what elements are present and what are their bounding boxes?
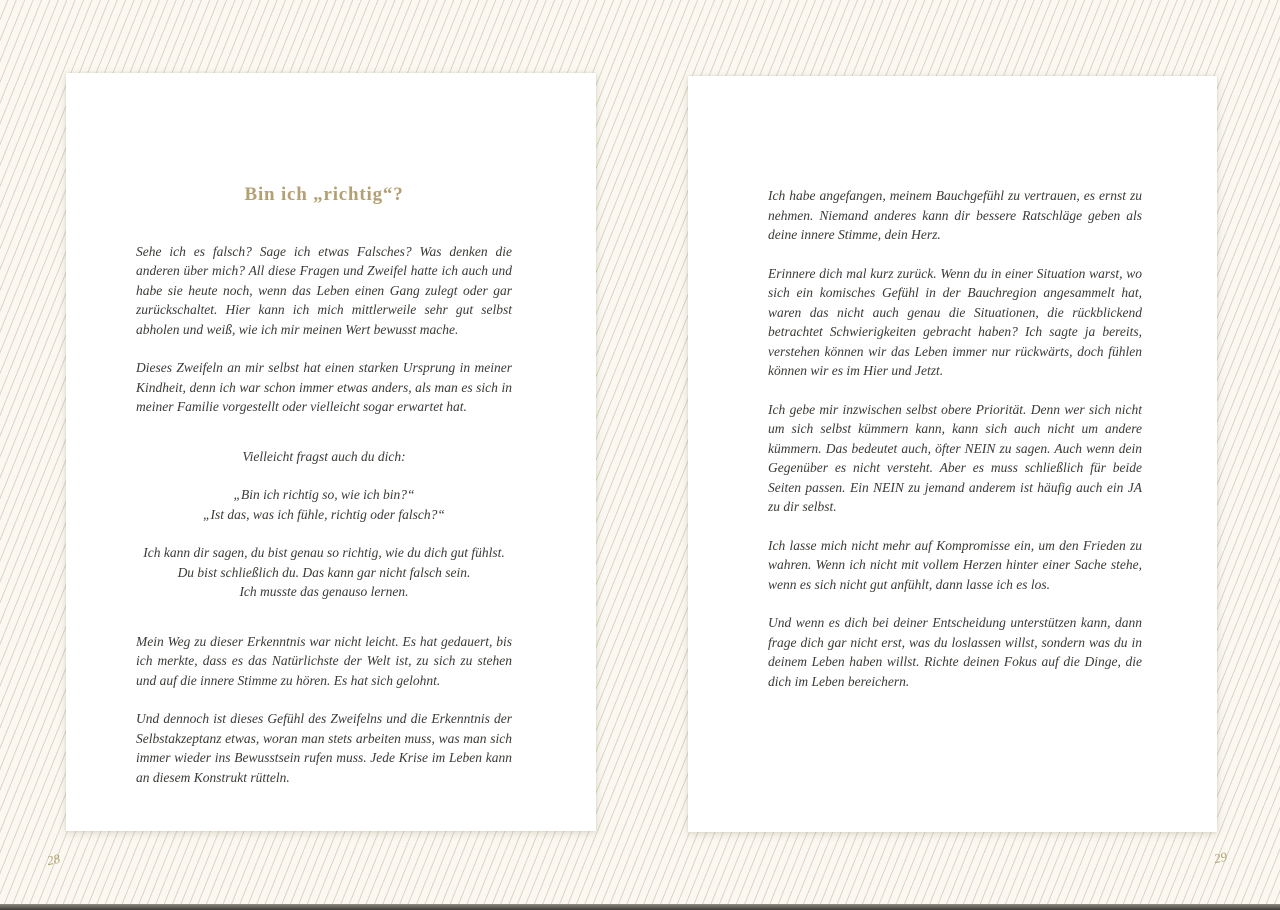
centered-intro-line: Vielleicht fragst auch du dich: [242,448,406,464]
right-paragraph-1: Ich habe angefangen, meinem Bauchgefühl zu vertrauen, es ernst zu nehmen. Niemand anderes kann dir bessere Ratschläge geben als deine innere Stimme, dein Herz. [768,188,1142,242]
left-paragraph-2: Dieses Zweifeln an mir selbst hat einen starken Ursprung in meiner Kindheit, denn ich war schon immer etwas anders, als man es sich in meiner Familie vorgestellt oder vielleicht sogar erwartet hat. [136,360,512,414]
right-paragraph-5: Und wenn es dich bei deiner Entscheidung unterstützen kann, dann frage dich gar nicht erst, was du loslassen willst, sondern was du in deinem Leben haben willst. Richte deinen Fokus auf die Dinge, die dich im Leben bereichern. [768,615,1142,689]
chapter-title: Bin ich „richtig“? [244,184,404,205]
left-paragraph-1: Sehe ich es falsch? Sage ich etwas Falsches? Was denken die anderen über mich? All diese Fragen und Zweifel hatte ich auch und habe sie heute noch, wenn das Leben einen Gang zulegt oder gar zurückschaltet. Hier kann ich mich mittlerweile sehr gut selbst abholen und weiß, wie ich mir meinen Wert bewusst mache. [136,243,512,337]
answer-line-2: Du bist schließlich du. Das kann gar nicht falsch sein. [177,564,471,580]
right-paragraph-4: Ich lasse mich nicht mehr auf Kompromisse ein, um den Frieden zu wahren. Wenn ich nicht mit vollem Herzen hinter einer Sache stehe, wenn es sich nicht gut anfühlt, dann lasse ich es los. [768,537,1142,592]
left-page-text-block [136,185,512,787]
book-page-right [688,76,1217,832]
book-page-left [66,73,596,831]
quote-line-1: „Bin ich richtig so, wie ich bin?“ [233,487,415,502]
right-paragraph-2: Erinnere dich mal kurz zurück. Wenn du in einer Situation warst, wo sich ein komisches Gefühl in der Bauchregion angesammelt hat, waren das nicht auch genau die Situationen, die rückblickend betrachtet Schwierigkeiten gebracht haben? Ich sagte ja bereits, verstehen können wir das Leben immer nur rückwärts, doch fühlen können wir es im Hier und Jetzt. [768,265,1142,378]
left-paragraph-4: Und dennoch ist dieses Gefühl des Zweifelns und die Erkenntnis der Selbstakzeptanz etwas, woran man stets arbeiten muss, was man sich immer wieder ins Bewusstsein rufen muss. Jede Krise im Leben kann an diesem Konstrukt rütteln. [136,711,512,785]
page-number-left: 28 [45,850,62,869]
right-page-text-block [768,186,1142,691]
right-paragraph-3: Ich gebe mir inzwischen selbst obere Priorität. Denn wer sich nicht um sich selbst kümmern kann, kann sich auch nicht um andere kümmern. Das bedeutet auch, öfter NEIN zu sagen. Auch wenn dein Gegenüber es nicht versteht. Aber es muss schließlich für beide Seiten passen. Ein NEIN zu jemand anderem ist häufig auch ein JA zu dir selbst. [768,401,1142,514]
quote-line-2: „Ist das, was ich fühle, richtig oder falsch?“ [203,506,445,522]
answer-line-3: Ich musste das genauso lernen. [239,584,409,599]
photo-bottom-edge [0,904,1280,910]
page-number-right: 29 [1212,848,1229,867]
answer-line-1: Ich kann dir sagen, du bist genau so richtig, wie du dich gut fühlst. [143,545,505,560]
left-paragraph-3: Mein Weg zu dieser Erkenntnis war nicht leicht. Es hat gedauert, bis ich merkte, dass es das Natürlichste der Welt ist, zu sich zu stehen und auf die innere Stimme zu hören. Es hat sich gelohnt. [136,633,512,688]
